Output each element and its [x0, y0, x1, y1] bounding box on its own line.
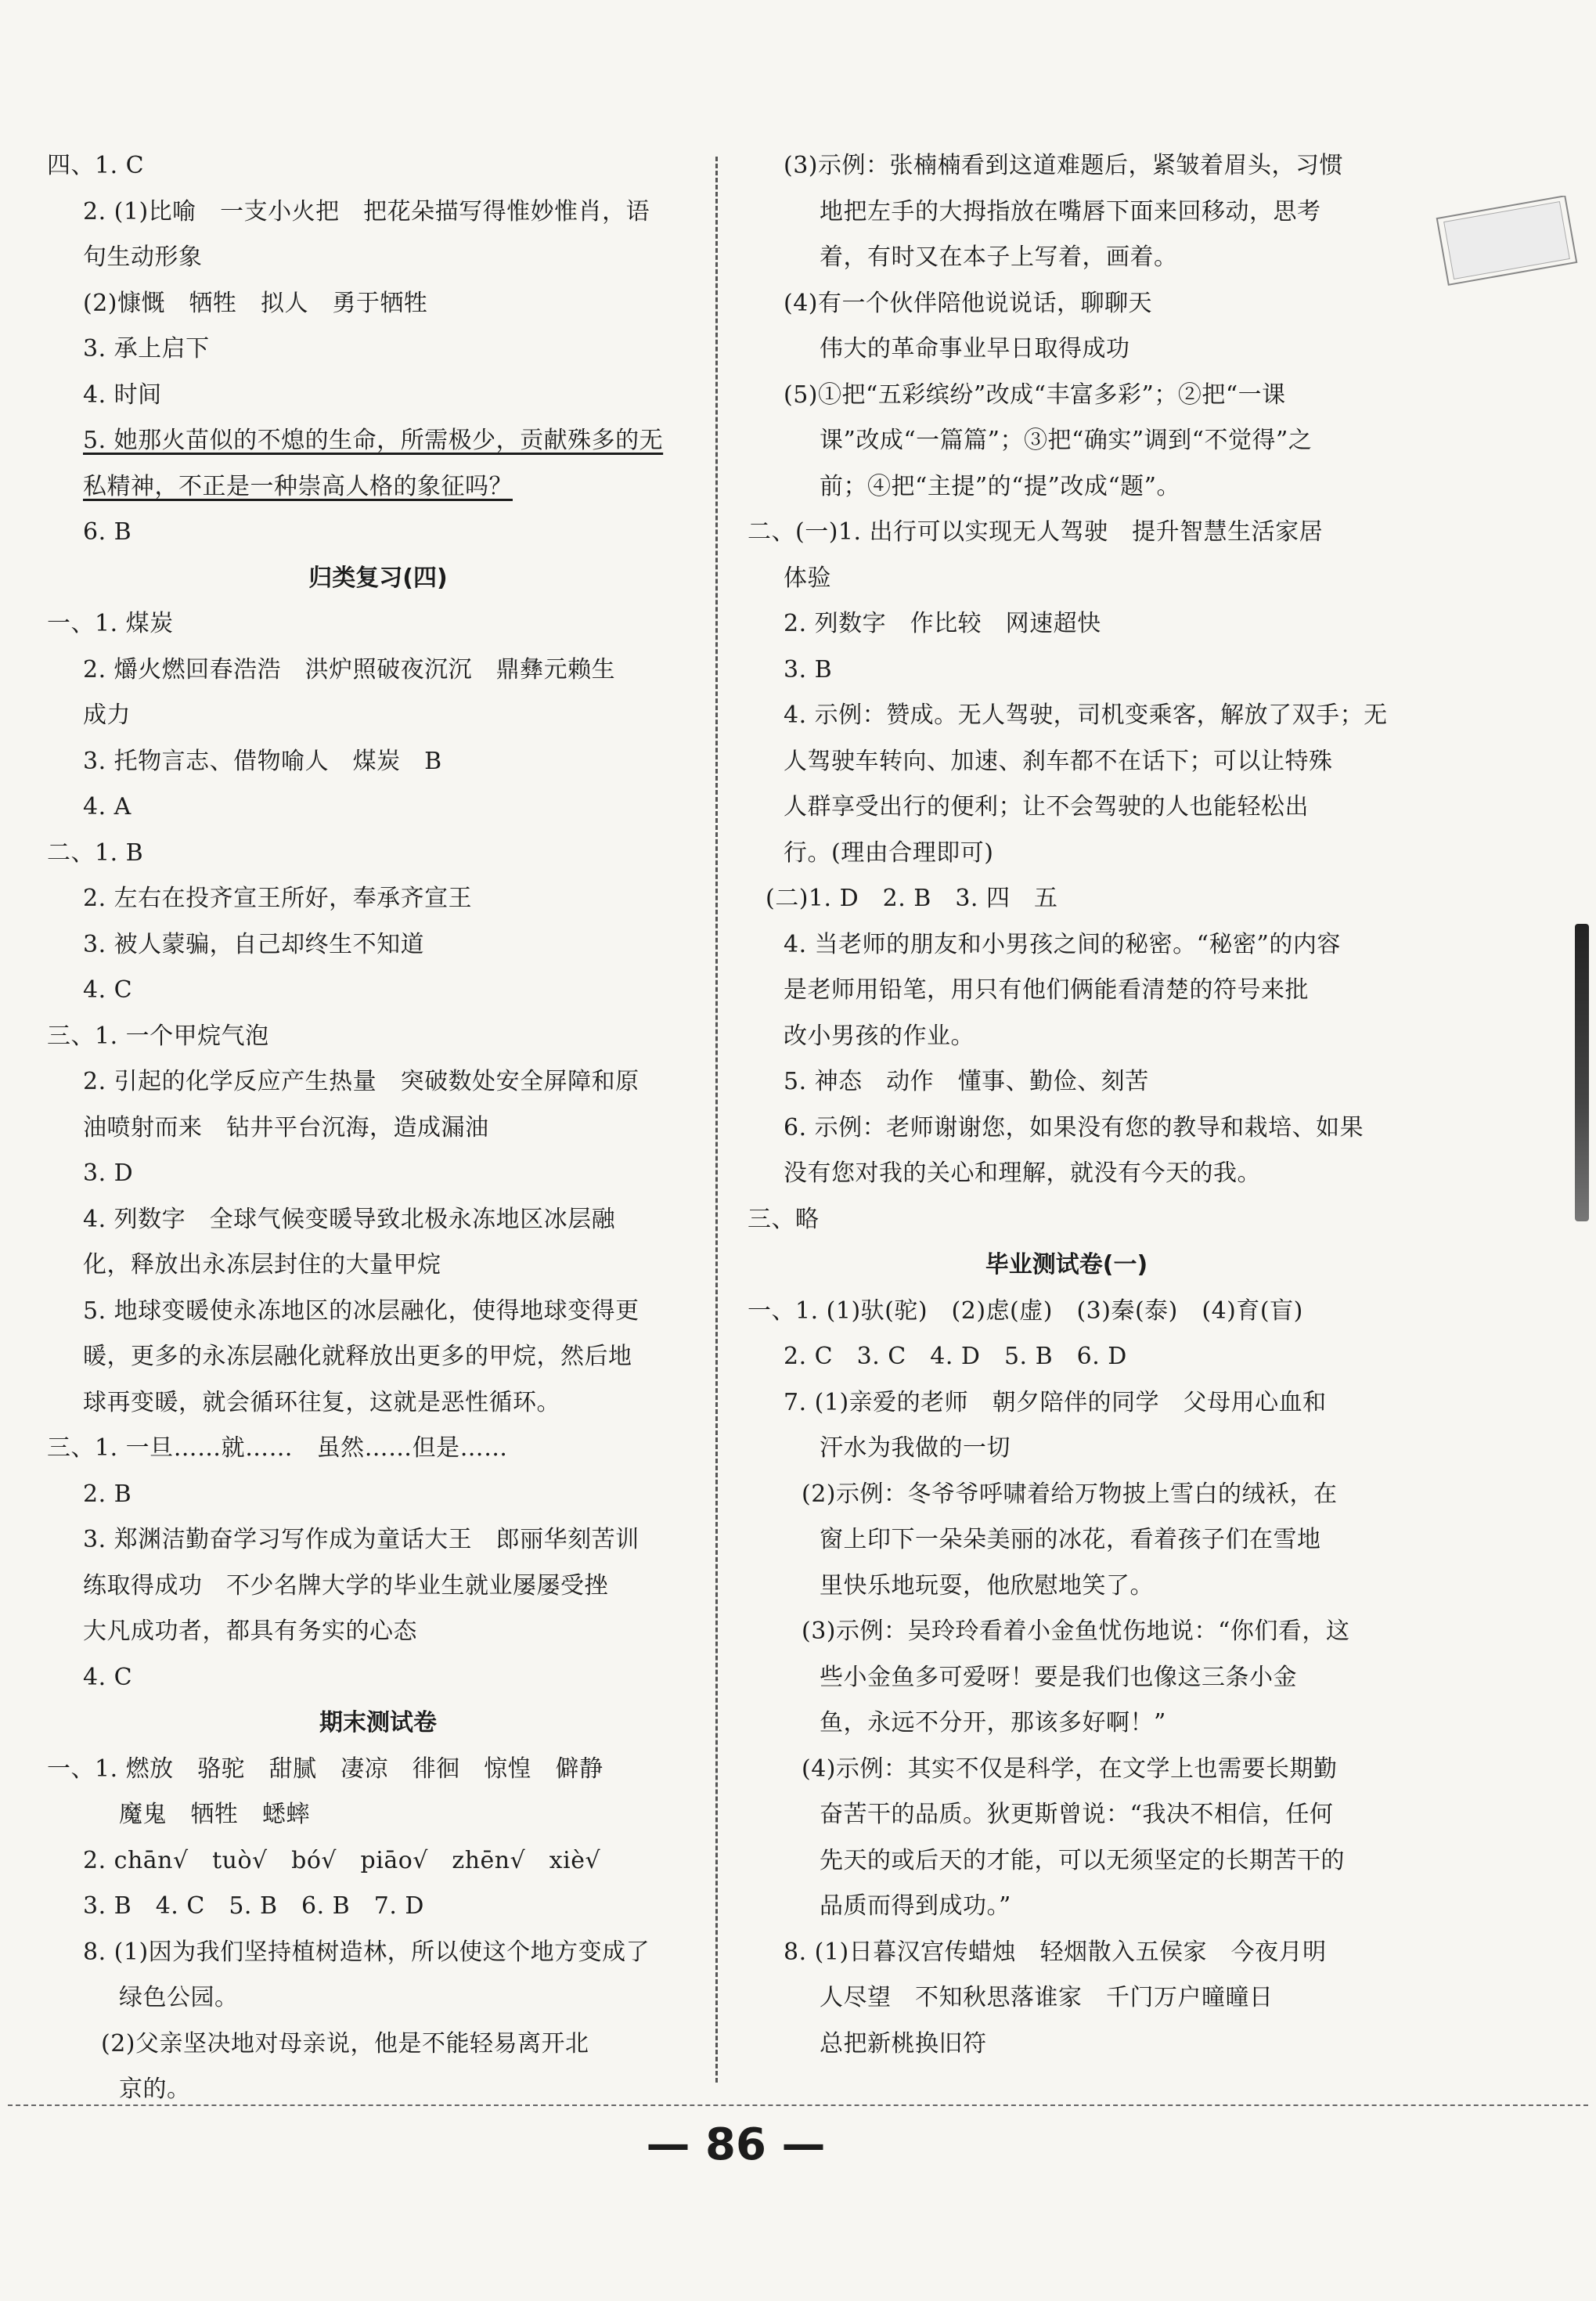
answer-line: 汗水为我做的一切 [820, 1434, 1011, 1462]
answer-line: 4. 示例：赞成。无人驾驶，司机变乘客，解放了双手；无 [784, 701, 1388, 729]
answer-line: 2. chān√ tuò√ bó√ piāo√ zhēn√ xiè√ [83, 1846, 601, 1874]
answer-line: 大凡成功者，都具有务实的心态 [83, 1618, 417, 1645]
answer-line: 2. C 3. C 4. D 5. B 6. D [784, 1343, 1127, 1370]
answer-line: (4)示例：其实不仅是科学，在文学上也需要长期勤 [802, 1755, 1338, 1783]
section-heading: 毕业测试卷(一) [985, 1251, 1148, 1279]
answer-line: 魔鬼 牺牲 蟋蟀 [119, 1801, 310, 1828]
answer-line: 球再变暖，就会循环往复，这就是恶性循环。 [83, 1388, 560, 1416]
answer-line: 3. B 4. C 5. B 6. B 7. D [83, 1892, 424, 1920]
answer-line: 改小男孩的作业。 [784, 1022, 975, 1050]
homework-stamp-logo [1432, 196, 1581, 286]
answer-line: 暖，更多的永冻层融化就释放出更多的甲烷，然后地 [83, 1343, 632, 1370]
answer-line: 3. 被人蒙骗，自己却终生不知道 [83, 930, 425, 958]
answer-line: 着，有时又在本子上写着，画着。 [820, 243, 1178, 271]
answer-line: 7. (1)亲爱的老师 朝夕陪伴的同学 父母用心血和 [784, 1388, 1327, 1416]
answer-line: 绿色公园。 [119, 1984, 239, 2011]
answer-line: (2)示例：冬爷爷呼啸着给万物披上雪白的绒袄，在 [802, 1480, 1338, 1508]
answer-line: 2. (1)比喻 一支小火把 把花朵描写得惟妙惟肖，语 [83, 197, 650, 225]
answer-line: (2)慷慨 牺牲 拟人 勇于牺牲 [83, 289, 428, 317]
answer-line: 鱼，永远不分开，那该多好啊！” [820, 1709, 1166, 1737]
answer-line: 3. D [83, 1160, 134, 1187]
answer-line: 5. 她那火苗似的不熄的生命，所需极少，贡献殊多的无 [83, 427, 664, 454]
answer-line: 练取得成功 不少名牌大学的毕业生就业屡屡受挫 [83, 1571, 608, 1600]
answer-line: 6. 示例：老师谢谢您，如果没有您的教导和栽培、如果 [784, 1113, 1364, 1141]
answer-line: 4. 时间 [83, 380, 162, 409]
answer-line: 没有您对我的关心和理解，就没有今天的我。 [784, 1160, 1261, 1187]
page-number: — 86 — [646, 2119, 826, 2170]
section-heading: 期末测试卷 [319, 1709, 437, 1737]
answer-line: (二)1. D 2. B 3. 四 五 [766, 885, 1058, 912]
answer-line: 3. B [784, 655, 833, 683]
answer-line: 成力 [83, 701, 131, 729]
answer-line: 人尽望 不知秋思落谁家 千门万户曈曈日 [820, 1984, 1274, 2011]
answer-line: (5)①把“五彩缤纷”改成“丰富多彩”；②把“一课 [784, 380, 1286, 409]
answer-line: 化，释放出永冻层封住的大量甲烷 [83, 1251, 441, 1279]
answer-line: (4)有一个伙伴陪他说说话，聊聊天 [784, 289, 1152, 317]
answer-line: 是老师用铅笔，用只有他们俩能看清楚的符号来批 [784, 976, 1309, 1004]
answer-line: 5. 神态 动作 懂事、勤俭、刻苦 [784, 1068, 1149, 1095]
answer-line: 6. B [83, 518, 132, 546]
answer-line: 2. B [83, 1480, 132, 1508]
answer-line: 3. 承上启下 [83, 335, 210, 362]
answer-line: 三、略 [748, 1205, 820, 1233]
scan-edge-shadow [1575, 924, 1589, 1221]
answer-line: 品质而得到成功。” [820, 1892, 1011, 1920]
answer-line: 4. A [83, 793, 131, 820]
answer-line: 人驾驶车转向、加速、刹车都不在话下；可以让特殊 [784, 747, 1333, 775]
answer-line: 8. (1)日暮汉宫传蜡烛 轻烟散入五侯家 今夜月明 [784, 1938, 1327, 1966]
answer-line: 一、1. (1)驮(驼) (2)虑(虚) (3)秦(泰) (4)育(盲) [748, 1297, 1303, 1325]
answer-line: 3. 郑渊洁勤奋学习写作成为童话大王 郎丽华刻苦训 [83, 1526, 639, 1553]
answer-line: 先天的或后天的才能，可以无须坚定的长期苦干的 [820, 1846, 1345, 1874]
answer-line: 奋苦干的品质。狄更斯曾说：“我决不相信，任何 [820, 1801, 1334, 1828]
answer-line: 地把左手的大拇指放在嘴唇下面来回移动，思考 [820, 197, 1321, 225]
answer-line: 课”改成“一篇篇”；③把“确实”调到“不觉得”之 [820, 427, 1313, 454]
answer-line: 一、1. 煤炭 [47, 610, 174, 637]
answer-line: 行。(理由合理即可) [784, 839, 994, 867]
answer-line: 2. 左右在投齐宣王所好，奉承齐宣王 [83, 885, 473, 912]
answer-line: 四、1. C [47, 152, 145, 179]
answer-line: 8. (1)因为我们坚持植树造林，所以使这个地方变成了 [83, 1938, 650, 1966]
answer-line: 些小金鱼多可爱呀！要是我们也像这三条小金 [820, 1663, 1297, 1691]
answer-line: 3. 托物言志、借物喻人 煤炭 B [83, 747, 442, 775]
section-heading: 归类复习(四) [308, 564, 448, 592]
answer-line: 4. C [83, 976, 133, 1004]
answer-line: 二、1. B [47, 839, 144, 867]
answer-line: 京的。 [119, 2076, 191, 2103]
answer-line: 一、1. 燃放 骆驼 甜腻 凄凉 徘徊 惊惶 僻静 [47, 1755, 603, 1783]
answer-line: 4. 列数字 全球气候变暖导致北极永冻地区冰层融 [83, 1205, 616, 1233]
answer-line: 人群享受出行的便利；让不会驾驶的人也能轻松出 [784, 793, 1309, 820]
answer-line: 5. 地球变暖使永冻地区的冰层融化，使得地球变得更 [83, 1297, 639, 1325]
answer-line: (2)父亲坚决地对母亲说，他是不能轻易离开北 [101, 2029, 589, 2058]
answer-line: 2. 爝火燃回春浩浩 洪炉照破夜沉沉 鼎彝元赖生 [83, 655, 616, 683]
answer-line: (3)示例：张楠楠看到这道难题后，紧皱着眉头，习惯 [784, 152, 1343, 179]
answer-line: 4. 当老师的朋友和小男孩之间的秘密。“秘密”的内容 [784, 930, 1341, 958]
answer-line: 三、1. 一个甲烷气泡 [47, 1022, 269, 1050]
answer-line: 总把新桃换旧符 [820, 2029, 987, 2058]
answer-line: 句生动形象 [83, 243, 203, 271]
answer-line: 私精神，不正是一种崇高人格的象征吗？ [83, 472, 513, 500]
answer-line: 里快乐地玩耍，他欣慰地笑了。 [820, 1571, 1154, 1600]
column-divider [715, 157, 718, 2083]
answer-line: 伟大的革命事业早日取得成功 [820, 335, 1130, 362]
answer-line: 4. C [83, 1663, 133, 1691]
answer-line: 油喷射而来 钻井平台沉海，造成漏油 [83, 1113, 489, 1141]
answer-line: 2. 列数字 作比较 网速超快 [784, 610, 1101, 637]
answer-line: (3)示例：吴玲玲看着小金鱼忧伤地说：“你们看，这 [802, 1618, 1350, 1645]
answer-line: 2. 引起的化学反应产生热量 突破数处安全屏障和原 [83, 1068, 639, 1095]
answer-line: 体验 [784, 564, 831, 592]
answer-line: 二、(一)1. 出行可以实现无人驾驶 提升智慧生活家居 [748, 518, 1324, 546]
answer-line: 窗上印下一朵朵美丽的冰花，看着孩子们在雪地 [820, 1526, 1321, 1553]
answer-line: 前；④把“主提”的“提”改成“题”。 [820, 472, 1181, 500]
footer-rule [8, 2104, 1588, 2106]
answer-line: 三、1. 一旦……就…… 虽然……但是…… [47, 1434, 508, 1462]
